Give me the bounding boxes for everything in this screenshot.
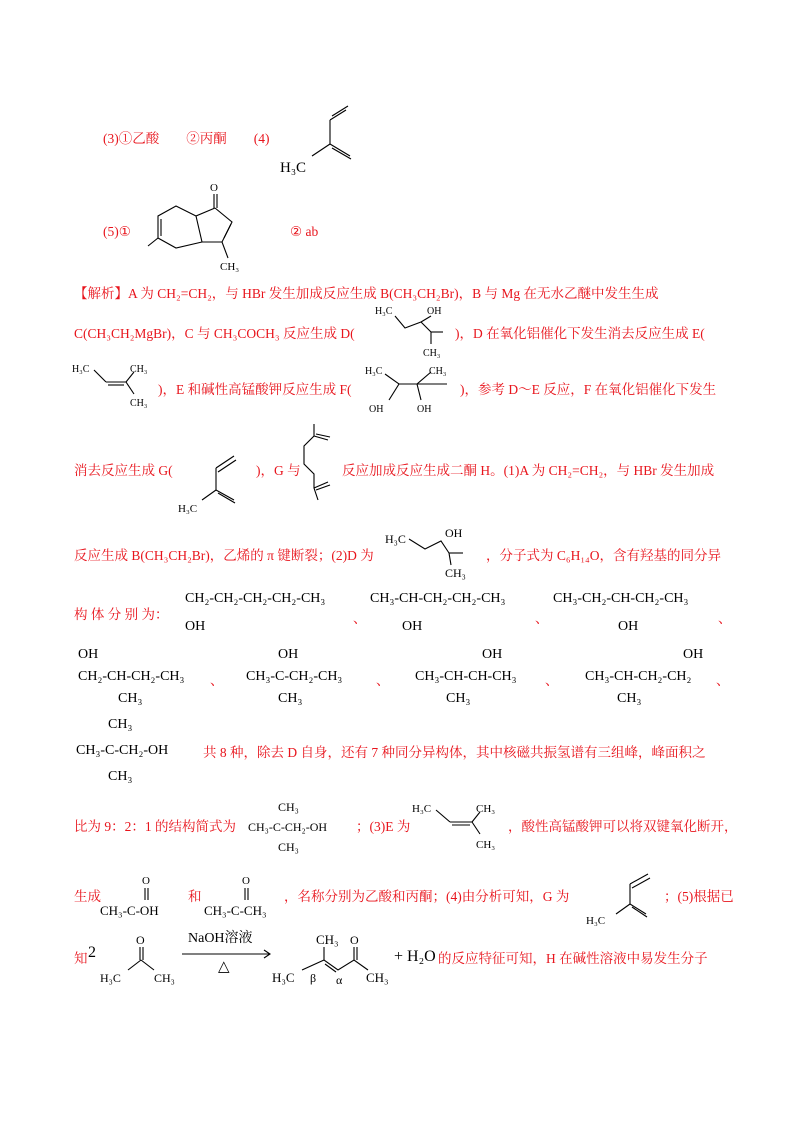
analysis-line9a: 比为 9：2：1 的结构简式为 [74,819,236,834]
isomer-7-oh: OH [683,647,704,662]
analysis-line11b: 的反应特征可知，H 在碱性溶液中易发生分子 [438,951,708,966]
svg-text:α: α [336,973,343,987]
svg-text:CH₃: CH₃ [154,971,175,985]
isomer-5-oh: OH [278,647,299,662]
svg-text:β: β [310,971,317,985]
analysis-line10b: 和 [188,889,202,904]
analysis-line8: 共 8 种，除去 D 自身，还有 7 种同分异构体，其中核磁共振氢谱有三组峰，峰面积之 [203,745,706,760]
answer-q5-label: (5)① [103,224,131,239]
svg-text:OH: OH [369,404,384,415]
analysis-line10c: ，名称分别为乙酸和丙酮；(4)由分析可知，G 为 [284,889,570,904]
isomer-7-ch3: CH₃ [617,691,642,706]
svg-text:H₃C: H₃C [365,366,383,377]
isomer-7: CH₃-CH-CH₂-CH₂ [585,669,692,684]
mesityl-oxide-structure [272,930,392,990]
isomer-3: CH₃-CH₂-CH-CH₂-CH₃ [553,591,689,606]
acetone-reactant-structure [100,930,180,985]
isomer-3-oh: OH [618,619,639,634]
separator: 、 [353,611,367,626]
analysis-line1: 【解析】A 为 CH₂=CH₂，与 HBr 发生加成反应生成 B(CH₃CH₂Br)，B 与 Mg 在无水乙醚中发生生成 [74,286,659,301]
nmr-ch3-top: CH₃ [278,800,299,814]
svg-text:O: O [142,875,150,887]
isomer-6: CH₃-CH-CH-CH₃ [415,669,517,684]
compound-d-structure [375,302,455,362]
analysis-line4b: )，G 与 [256,463,301,478]
analysis-line5a: 反应生成 B(CH₃CH₂Br)，乙烯的 π 键断裂；(2)D 为 [74,548,374,563]
svg-text:H₃C: H₃C [586,915,606,927]
svg-text:CH₃: CH₃ [220,261,240,273]
compound-g-structure-2 [586,868,666,928]
isomer-2-oh: OH [402,619,423,634]
svg-text:CH₃: CH₃ [476,839,496,851]
svg-text:O: O [210,182,218,194]
svg-text:O: O [242,875,250,887]
svg-text:CH₃: CH₃ [366,970,389,985]
analysis-line5b: ，分子式为 C₆H₁₄O，含有羟基的同分异 [486,548,721,563]
svg-text:CH₃: CH₃ [316,932,339,947]
isomer-8-ch3-top: CH₃ [108,717,133,732]
analysis-line9b: ；(3)E 为 [356,819,411,834]
analysis-line10d: ；(5)根据已 [664,889,734,904]
svg-text:CH₃: CH₃ [423,348,441,359]
svg-text:O: O [350,933,359,947]
isoprene-structure [272,100,362,180]
compound-d-structure-2 [385,525,485,581]
svg-text:CH₃: CH₃ [445,566,466,580]
analysis-line2b: )，D 在氧化铝催化下发生消去反应生成 E( [455,326,705,341]
svg-text:H₃C: H₃C [178,503,198,515]
water-product: + H₂O [394,948,436,965]
svg-text:H₃C: H₃C [280,160,307,176]
svg-text:CH₃: CH₃ [476,803,496,815]
nmr-structure: CH₃-C-CH₂-OH [248,820,328,834]
isomer-4-ch3: CH₃ [118,691,143,706]
separator: 、 [376,673,390,688]
isomer-5: CH₃-C-CH₂-CH₃ [246,669,343,684]
svg-text:OH: OH [445,526,463,540]
svg-text:O: O [136,933,145,947]
isomer-2: CH₃-CH-CH₂-CH₂-CH₃ [370,591,506,606]
bicyclic-ketone-structure [140,180,250,275]
isomer-1: CH₂-CH₂-CH₂-CH₂-CH₃ [185,591,326,606]
acetic-acid: CH₃-C-OH [100,903,159,918]
isomer-1-oh: OH [185,619,206,634]
analysis-line2a: C(CH₃CH₂MgBr)，C 与 CH₃COCH₃ 反应生成 D( [74,326,355,341]
separator: 、 [535,611,549,626]
compound-e-structure [72,360,157,415]
svg-text:H₃C: H₃C [412,803,432,815]
svg-text:H₃C: H₃C [100,971,121,985]
svg-text:H₃C: H₃C [272,970,295,985]
svg-text:CH₃: CH₃ [130,398,148,409]
isomer-5-ch3: CH₃ [278,691,303,706]
analysis-line6: 构 体 分 别 为： [74,607,169,622]
separator: 、 [210,673,224,688]
separator: 、 [716,673,730,688]
answer-q5-part2: ② ab [290,224,319,239]
analysis-line3b: )，参考 D～E 反应，F 在氧化铝催化下发生 [460,382,717,397]
compound-e-structure-2 [412,800,502,856]
analysis-line9c: ，酸性高锰酸钾可以将双键氧化断开， [508,819,738,834]
isomer-8: CH₃-C-CH₂-OH [76,743,169,758]
separator: 、 [718,611,732,626]
analysis-line4a: 消去反应生成 G( [74,463,173,478]
svg-text:OH: OH [417,404,432,415]
svg-text:OH: OH [427,306,442,317]
svg-text:H₃C: H₃C [375,306,393,317]
isomer-4: CH₂-CH-CH₂-CH₃ [78,669,185,684]
answer-q3: (3)①乙酸 ②丙酮 (4) [103,131,270,146]
analysis-line10a: 生成 [74,889,101,904]
svg-text:CH₃: CH₃ [130,364,148,375]
compound-g-structure [172,448,252,518]
svg-text:H₃C: H₃C [385,532,406,546]
isomer-6-ch3: CH₃ [446,691,471,706]
reaction-heat: △ [218,959,230,975]
svg-text:CH₃: CH₃ [429,366,447,377]
isomer-6-oh: OH [482,647,503,662]
reaction-reagent: NaOH溶液 [188,931,253,946]
analysis-line11a: 知 [74,951,88,966]
analysis-line3a: )，E 和碱性高锰酸钾反应生成 F( [158,382,352,397]
nmr-ch3-bottom: CH₃ [278,840,299,854]
isomer-4-oh: OH [78,647,99,662]
coefficient: 2 [88,944,96,961]
analysis-line4c: 反应加成反应生成二酮 H。(1)A 为 CH₂=CH₂，与 HBr 发生加成 [342,463,715,478]
svg-text:H₃C: H₃C [72,364,90,375]
diketone-structure [290,418,340,518]
acetone: CH₃-C-CH₃ [204,903,267,918]
separator: 、 [545,673,559,688]
compound-f-structure [365,362,465,418]
isomer-8-ch3-bottom: CH₃ [108,769,133,784]
